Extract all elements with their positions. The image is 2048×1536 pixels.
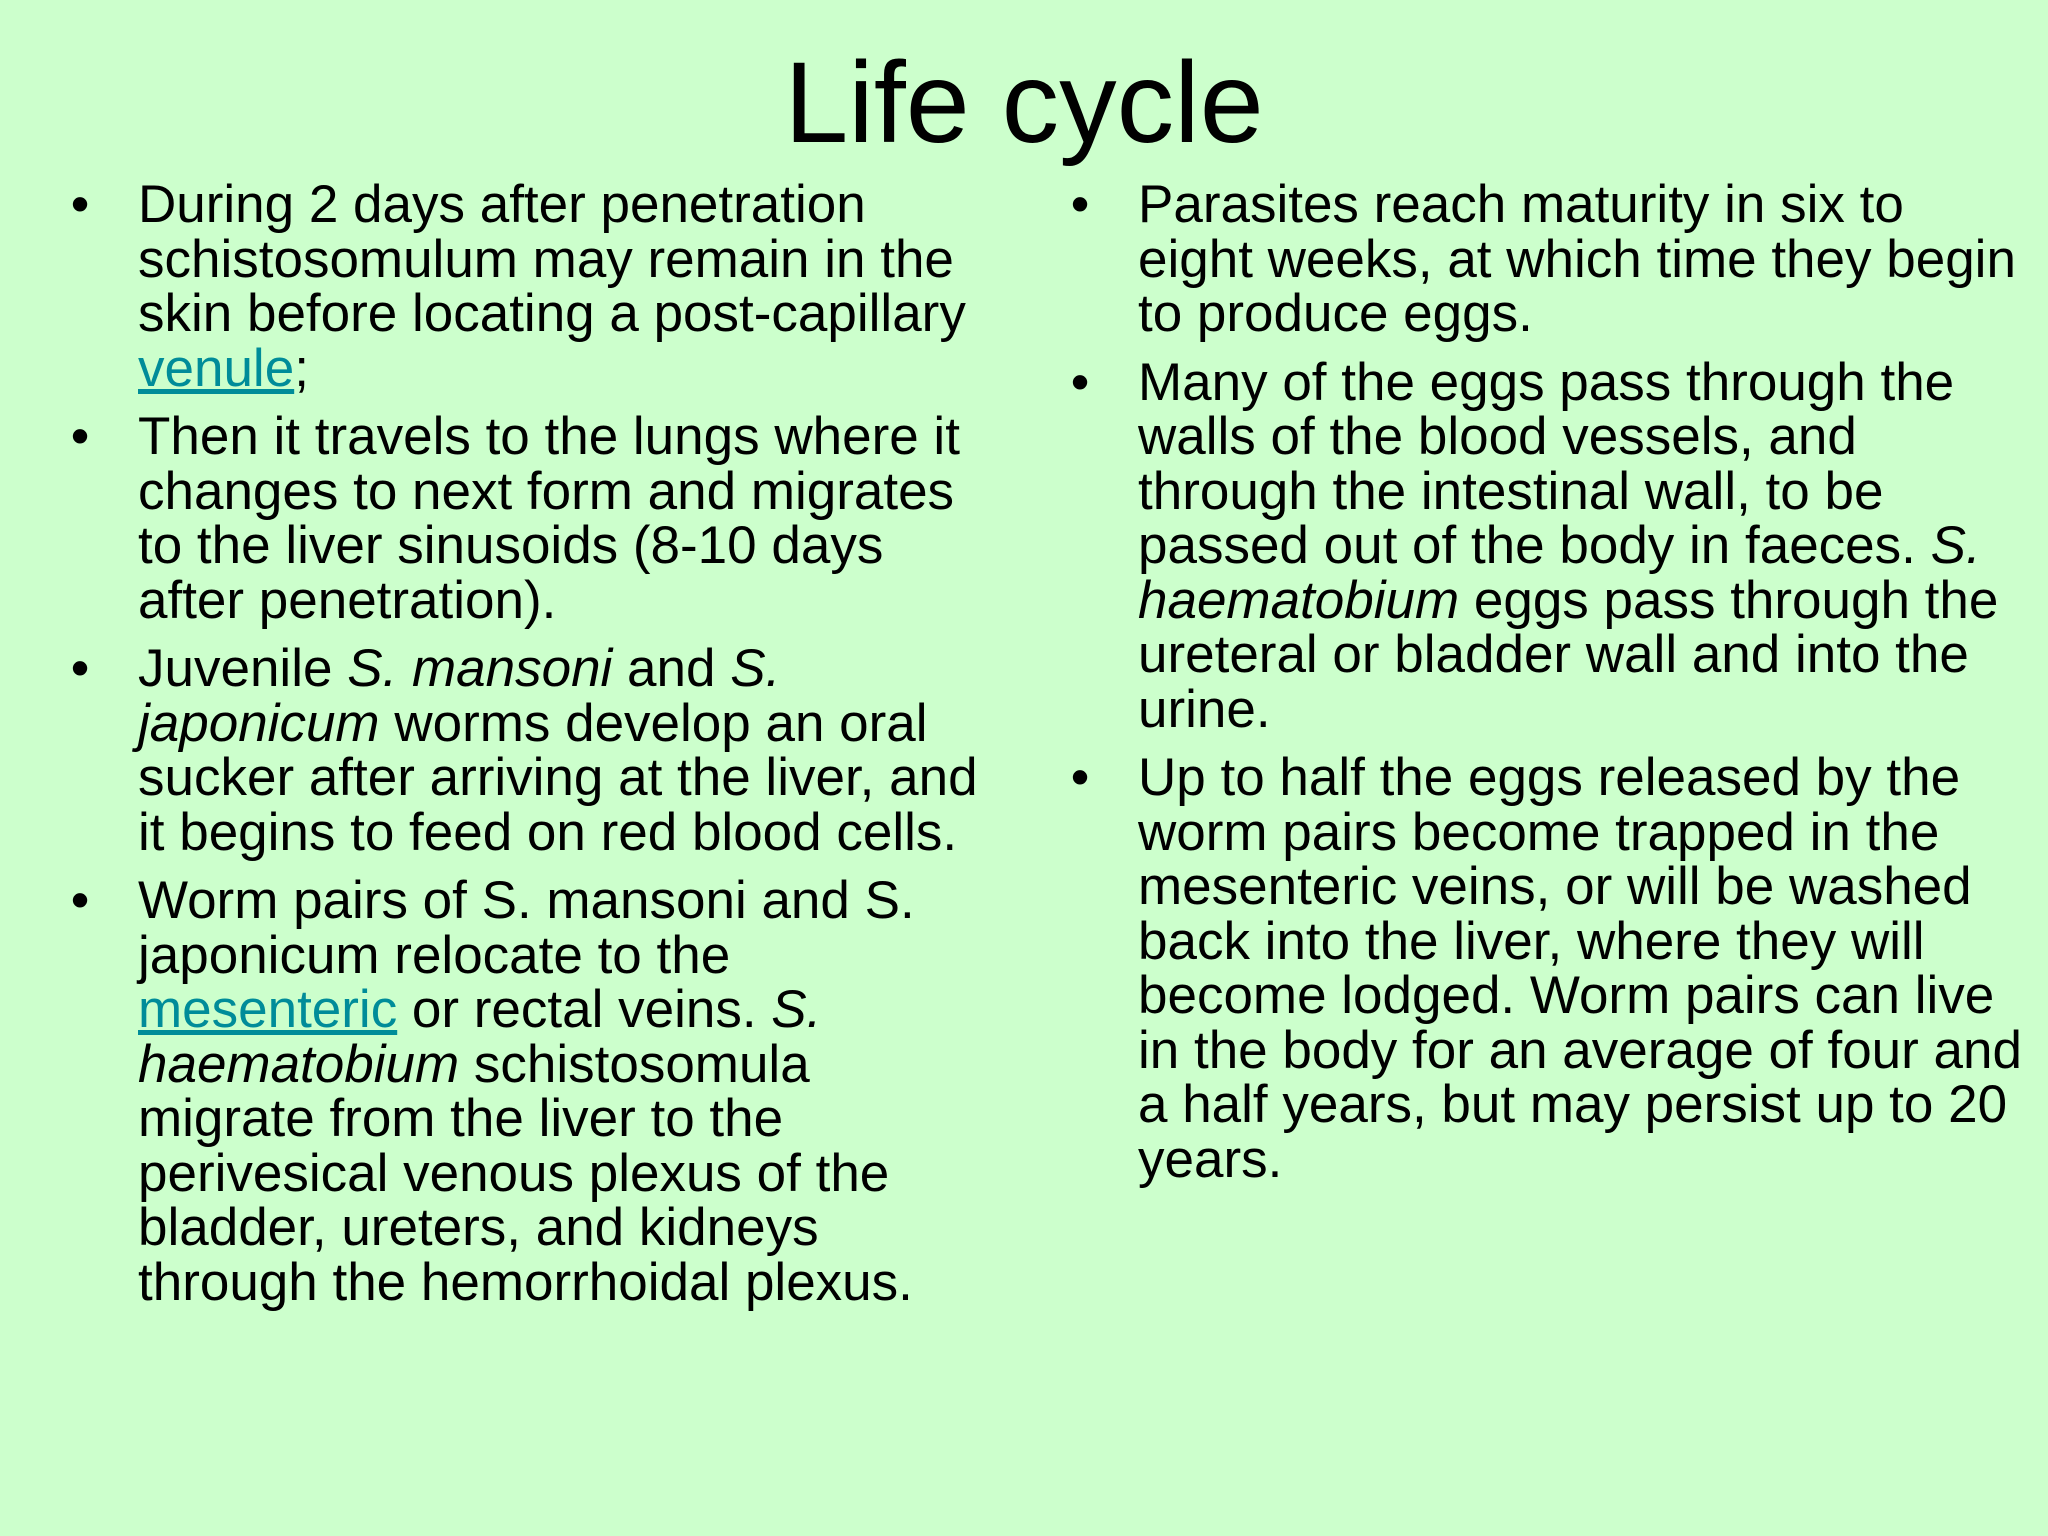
bullet-icon: • (1070, 352, 1090, 412)
bullet-icon: • (70, 639, 90, 698)
bullet-text: During 2 days after penetration schistosomulum may remain in the skin before locating a post-capillary (138, 175, 966, 343)
hyperlink-mesenteric[interactable]: mesenteric (138, 980, 398, 1039)
bullet-item (60, 639, 1000, 862)
bullet-text: worms develop an oral sucker after arriving at the liver, and it begins to feed on red blood cells. (138, 693, 978, 862)
bullet-text: schistosomula migrate from the liver to the perivesical venous plexus of the bladder, ureters, and kidneys through the hemorrhoidal plexus. (138, 1034, 913, 1312)
bullet-text: Up to half the eggs released by the worm pairs become trapped in the mesenteric veins, or will be washed back into the liver, where they will become lodged. Worm pairs can live in the body for an average of four and a half years, but may persist up to 20 years. (1138, 748, 2022, 1189)
bullet-icon: • (70, 407, 90, 466)
bullet-text: Juvenile (138, 639, 348, 698)
bullet-text: Then it travels to the lungs where it changes to next form and migrates to the liver sinusoids (8-10 days after penetration). (138, 407, 960, 630)
bullet-item (1060, 748, 2030, 1189)
bullet-text: ; (294, 338, 309, 398)
species-name: S. mansoni (347, 639, 613, 698)
bullet-item (60, 175, 1000, 398)
right-column-bullets (1060, 175, 2030, 1201)
bullet-text: Parasites reach maturity in six to eight weeks, at which time they begin to produce eggs. (1138, 175, 2016, 343)
bullet-icon: • (70, 871, 90, 930)
bullet-text: and (612, 639, 731, 698)
hyperlink-venule[interactable]: venule (138, 338, 295, 398)
bullet-text: or rectal veins. (397, 980, 772, 1039)
bullet-item (60, 871, 1000, 1312)
bullet-icon: • (1070, 748, 1090, 807)
bullet-icon: • (1070, 175, 1090, 234)
bullet-text: Many of the eggs pass through the walls of the blood vessels, and through the intestinal wall, to be passed out of the body in faeces. (1138, 352, 1955, 575)
bullet-item (1060, 352, 2030, 739)
bullet-text: Worm pairs of S. mansoni and S. japonicum relocate to the (138, 871, 915, 985)
bullet-item (1060, 175, 2030, 343)
species-name: S. haematobium (1138, 516, 1981, 630)
slide-title: Life cycle (784, 39, 1264, 167)
species-name: S. haematobium (138, 980, 822, 1094)
left-column-bullets (60, 175, 1000, 1324)
bullet-item (60, 407, 1000, 630)
bullet-text: eggs pass through the ureteral or bladder wall and into the urine. (1138, 570, 1999, 739)
bullet-icon: • (70, 175, 90, 234)
species-name: S. japonicum (138, 639, 781, 753)
